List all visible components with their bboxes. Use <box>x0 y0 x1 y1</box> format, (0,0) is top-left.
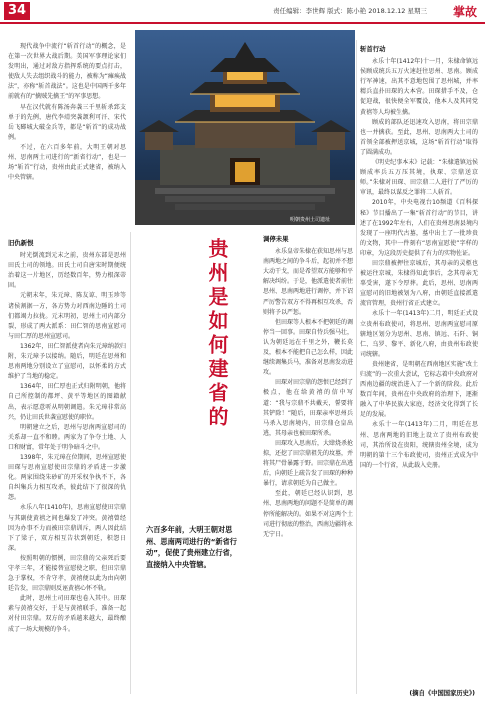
paragraph: 永乐十一年(1413年)二月，明廷正式设立贵州布政使司，将思州、思南两宣慰司原辖地区划分为思州、思南、镇远、石阡、铜仁、乌罗、黎平、新化八府，由贵州布政使司统辖。 <box>360 310 478 358</box>
paragraph: 此时，思州土司田琛也卷入其中。田琛素与黄禧交好，于是与黄禧联手，准备一起对付田宗鼎。双方的矛盾越来越大，最终酿成了一场大规模的争斗。 <box>8 595 126 633</box>
section-title: 掌故 <box>452 5 477 19</box>
paragraph: 贵州建省，是明朝在西南地区实施“改土归流”的一次重大尝试，它标志着中央政府对西南边疆的统治进入了一个新的阶段。此后数百年间，贵州在中央政府的治理下，逐渐融入了中华民族大家庭，经济文化得到了长足的发展。 <box>360 360 478 419</box>
column-4 <box>360 42 478 471</box>
article-intro <box>146 524 242 598</box>
article-title: 贵州是如何建省的 <box>205 238 229 430</box>
paragraph: 田宗鼎被押往京城后，其母亲的灵柩也被运往京城，朱棣得知此事后，念其母亲无辜受害，遂下令厚葬。此后，思州、思南两宣慰司的旧地被划为八府，由朝廷直接派遣流官管理，贵州行省正式建立。 <box>360 259 478 308</box>
paragraph: 永乐十一年(1413年)二月，明廷在思州、思南两地的旧地上设立了贵州布政使司，其治所设在贵阳，统辖贵州全境，成为明朝的第十三个布政使司，贵州正式成为中国的一个行省，从此载入史册。 <box>360 421 478 469</box>
column-3 <box>263 232 353 540</box>
paragraph: 早在汉代就有陈汤奔袭三千里斩杀郅支单于的先例，唐代李靖突袭颉利可汗、宋代岳飞郾城大破金兵等，都是“斩首”的成功战例。 <box>8 103 126 141</box>
subheading-old-feud: 旧仇新恨 <box>8 239 34 247</box>
paragraph: 不过，在六百多年前，大明王朝对思州、思南两土司进行的“新省行动”，也是一场“斩首”行动，贵州由此正式建省，被纳入中央管辖。 <box>8 143 126 182</box>
pavilion-illustration <box>135 30 355 225</box>
paragraph: 元朝末年，朱元璋、陈友谅、明玉珍等诸侯割据一方，各方势力对西南边陲的土司们都竭力拉拢。元末明初，思州土司内部分裂，形成了两大派系：田仁智的思南宣慰司与田仁厚的思州宣慰司。 <box>8 292 126 340</box>
paragraph: 《明史纪事本末》记载：“朱棣遣镇远侯顾成率兵五万压其境，执琛、宗鼎送京师。”朱棣对田琛、田宗鼎二人进行了严厉的审讯，最终以谋反之罪将二人斩首。 <box>360 159 478 197</box>
page-number: 34 <box>4 2 30 20</box>
paragraph: 时光倒流到元末之前，贵州东部是思州田氏土司的领地。田氏土司自唐宋时期便统治着这一片地区，历经数百年，势力根深蒂固。 <box>8 252 126 290</box>
paragraph: 现代战争中流行“斩首行动”的概念，是在第一次世界大战后期。美国军事理论家们发明出，通过对敌方指挥系统的要点打击，使敌人失去组织战斗的能力，被称为“瘫痪战法”，亦称“斩首战法”。这也是中国两千多年前就有的“擒贼先擒王”的军事思想。 <box>8 43 126 101</box>
paragraph: 但田琛等人根本不把朝廷的调停当一回事。田琛自恃兵强马壮，认为朝廷远在千里之外，鞭长莫及，根本不能把自己怎么样，因此继续调集兵马，准备对思南发动进攻。 <box>263 318 354 377</box>
paragraph: 按照明朝的惯例，田宗鼎的父亲死后要守孝三年，才能接替宣慰使之职，但田宗鼎急于掌权，不肯守孝，黄禧便以此为由向朝廷告发，田宗鼎则反诬黄禧心怀不轨。 <box>8 554 126 593</box>
paragraph: 永乐皇帝朱棣在获知思州与思南两地之间的争斗后，起初并不想大动干戈，而是希望双方能够和平解决纠纷。于是，他派遣使者前往思州、思南两地进行调停，并下诏严厉警告双方不得再相互攻杀，否则将予以严惩。 <box>263 248 354 316</box>
page-header <box>0 0 485 24</box>
paragraph: 田琛攻入思南后，大肆烧杀抢掠，还挖了田宗鼎祖先的坟墓，并将其尸骨暴露于野。田宗鼎在出逃后，向朝廷上疏告发了田琛的种种暴行，请求朝廷为自己做主。 <box>263 439 354 488</box>
paragraph: 至此，朝廷已经认识到，思州、思南两地的问题不是简单的调停所能解决的。如果不对这两个土司进行彻底的整治，西南边疆将永无宁日。 <box>263 490 354 538</box>
paragraph: 顾成的部队还迅速攻入思南，将田宗鼎也一并擒获。至此，思州、思南两大土司的首领全部被押送京城，这场“斩首行动”取得了圆满成功。 <box>360 118 478 156</box>
column-divider <box>356 40 357 694</box>
paragraph: 永乐八年(1410年)，思南宣慰使田宗鼎与其副使黄禧之间也爆发了冲突。黄禧曾经因为办事不力而被田宗鼎训斥，两人因此结下了梁子，双方相互告状到朝廷，积怨日深。 <box>8 504 126 552</box>
paragraph: 1398年，朱元璋在位期间，思州宣慰使田琛与思南宣慰使田宗鼎的矛盾进一步激化。两家围绕朱砂矿的开采权争执不下，各自纠集兵力相互攻杀，彼此结下了很深的仇怨。 <box>8 453 126 502</box>
column-1 <box>8 42 126 183</box>
subheading-mediation: 调停未果 <box>263 235 289 243</box>
photo-caption: 明朝贵州土司遗址 <box>290 217 331 223</box>
paragraph: 1362年，田仁智派使者向朱元璋纳款归附，朱元璋予以接纳。随后，明廷在思州和思南两地分别设立了宣慰司，以怀柔的方式维护了当地的稳定。 <box>8 342 126 381</box>
paragraph: 2010年，中央电视台10频道《百科探秘》节目播出了一集“斩首行动”的节目，讲述了在1992年左右，人们在贵州思南县境内发现了一座明代古墓，墓中出土了一批珍贵的文物，其中一件刻有“思南宣慰使”字样的印章，为这段历史提供了有力的实物佐证。 <box>360 199 478 257</box>
column-2 <box>8 236 126 635</box>
subheading-operation: 斩首行动 <box>360 45 386 53</box>
source-credit: (摘自《中国国家历史》) <box>409 690 475 697</box>
header-meta: 责任编辑：李世辉 版式：陈小艳 2018.12.12 星期三 <box>273 7 427 15</box>
article-photo <box>135 30 355 225</box>
paragraph: 明朝建立之后，思州与思南两宣慰司的关系却一直不和睦。两家为了争夺土地、人口和财富，常年处于明争暗斗之中。 <box>8 423 126 451</box>
column-divider <box>130 232 131 694</box>
intro-text: 六百多年前，大明王朝对思州、思南两司进行的“新省行动”，促使了贵州建立行省，直接纳入中央管辖。 <box>146 525 237 569</box>
paragraph: 田琛对田宗鼎的怨恨已经到了极点，他在给黄禧的信中写道：“我与宗鼎不共戴天，誓要将其铲除！”随后，田琛亲率思州兵马杀入思南境内，田宗鼎仓皇出逃，其母亲也被田琛所杀。 <box>263 379 354 437</box>
paragraph: 永乐十年(1412年)十一月，朱棣命镇远侯顾成统兵五万火速赶往思州、思南。顾成行军神速，出其不意地包围了思州城，并率精兵直扑田琛的大本营。田琛措手不及，仓促迎战，很快便全军覆没，他本人及其同党黄禧等人均被生擒。 <box>360 58 478 116</box>
paragraph: 1364年，田仁厚也正式归附明朝，他将自己所控制的都坪、黄平等地区的图籍献出，表示愿意听从明朝调遣。朱元璋非常高兴，仍让田氏世袭宣慰使的职位。 <box>8 383 126 421</box>
